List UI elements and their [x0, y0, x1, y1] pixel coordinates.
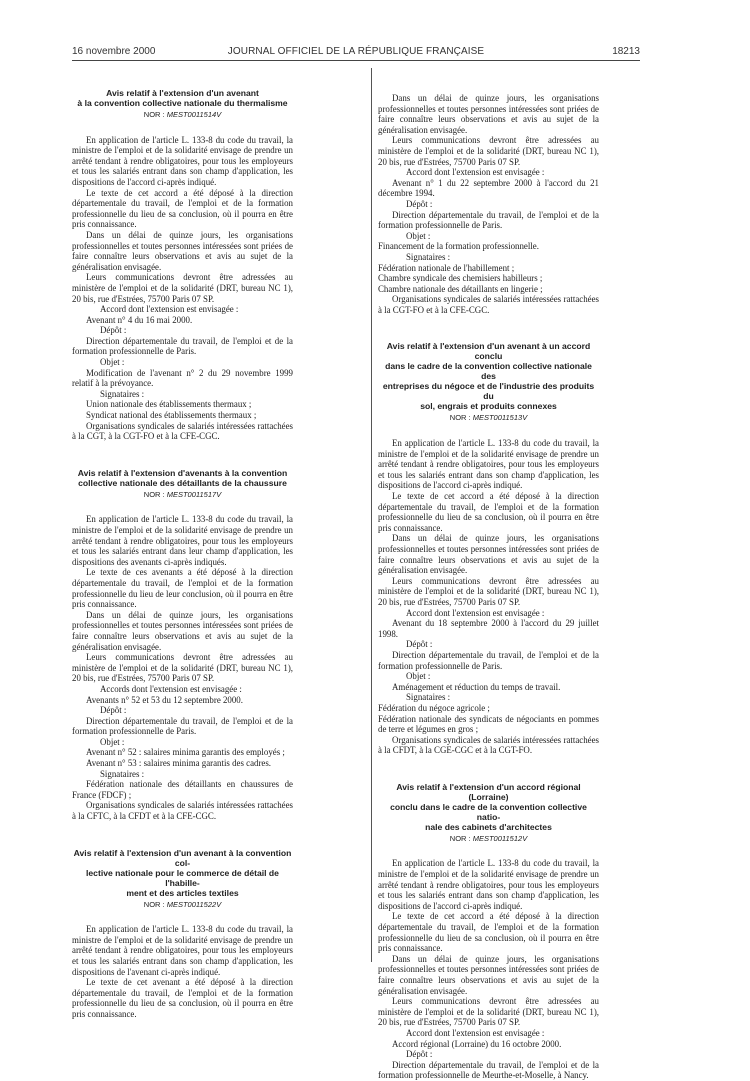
- field-label: Accord dont l'extension est envisagée :: [406, 167, 545, 178]
- notice-habillement: [72, 848, 293, 1020]
- nor-reference: NOR : MEST0011522V: [143, 899, 222, 909]
- field-value: Organisations syndicales de salariés intéressées rattachées à la CGT, à la CGT-FO et à la CFE-CGC.: [72, 420, 293, 442]
- field-label: Signataires :: [100, 388, 145, 399]
- right-column: [378, 93, 599, 1081]
- field-label: Dépôt :: [406, 1049, 433, 1060]
- field-label: Dépôt :: [100, 705, 127, 716]
- notice-title-line: Avis relatif à l'extension d'un avenant: [106, 88, 259, 98]
- page-header: [72, 46, 640, 60]
- field-value: Organisations syndicales de salariés intéressées rattachées à la CGT-FO et à la CFE-CGC.: [378, 294, 599, 315]
- paragraph: Le texte de cet accord a été déposé à la direction départementale du travail, de l'emploi et de la formation professionnelle du lieu de sa conclusion, où il pourra en être pris connaissance.: [378, 911, 599, 954]
- field-value: Modification de l'avenant n° 2 du 29 novembre 1999 relatif à la prévoyance.: [72, 367, 293, 389]
- notice-negoce-produits-sol: [378, 341, 599, 755]
- notice-title-line: Avis relatif à l'extension d'avenants à la convention: [77, 467, 288, 478]
- field-value: Organisations syndicales de salariés intéressées rattachées à la CFTC, à la CFDT et à la CFE-CGC.: [72, 800, 293, 822]
- notice-title-line: collective nationale des détaillants de la chaussure: [78, 477, 287, 488]
- field-value: Aménagement et réduction du temps de travail.: [392, 681, 561, 692]
- left-column: [72, 88, 293, 1020]
- field-value: Fédération nationale des syndicats de négociants en pommes de terre et légumes en gros ;: [378, 713, 599, 735]
- notice-title-line: Avis relatif à l'extension d'un avenant à un accord conclu: [386, 341, 591, 362]
- field-label: Signataires :: [406, 251, 451, 262]
- field-value: Accord régional (Lorraine) du 16 octobre 2000.: [392, 1038, 562, 1049]
- paragraph: Dans un délai de quinze jours, les organisations professionnelles et toutes personnes intéressées sont priées de faire connaître leurs observations et avis au sujet de la généralisation envisagée.: [378, 533, 599, 576]
- paragraph: Dans un délai de quinze jours, les organisations professionnelles et toutes personnes intéressées sont priées de faire connaître leurs observations et avis au sujet de la généralisation envisagée.: [72, 609, 293, 652]
- field-value: Organisations syndicales de salariés intéressées rattachées à la CFDT, à la CGE-CGC et à la CGT-FO.: [378, 734, 599, 756]
- paragraph: En application de l'article L. 133-8 du code du travail, la ministre de l'emploi et de la solidarité envisage de prendre un arrêté tendant à rendre obligatoires, pour tous les employeurs et tous les salariés entrant dans son champ d'application, les dispositions de l'accord ci-après indiqué.: [378, 858, 599, 911]
- paragraph: Le texte de cet avenant a été déposé à la direction départementale du travail, de l'emploi et de la formation professionnelle du lieu de sa conclusion, où il pourra en être pris connaissance.: [72, 977, 293, 1019]
- notice-thermalisme: [72, 88, 293, 442]
- paragraph: Le texte de cet accord a été déposé à la direction départementale du travail, de l'emploi et de la formation professionnelle du lieu de sa conclusion, où il pourra en être pris connaissance.: [72, 187, 293, 230]
- journal-title: JOURNAL OFFICIEL DE LA RÉPUBLIQUE FRANÇAISE: [227, 46, 485, 57]
- field-value: Direction départementale du travail, de l'emploi et de la formation professionnelle de Paris.: [378, 209, 599, 231]
- field-label: Accords dont l'extension est envisagée :: [100, 683, 242, 694]
- notice-habillement-continued: [378, 93, 599, 315]
- paragraph: Dans un délai de quinze jours, les organisations professionnelles et toutes personnes intéressées sont priées de faire connaître leurs observations et avis au sujet de la généralisation envisagée.: [378, 953, 599, 996]
- notice-title-line: nale des cabinets d'architectes: [425, 821, 552, 832]
- field-label: Dépôt :: [406, 198, 433, 209]
- notice-title-line: Avis relatif à l'extension d'un accord régional (Lorraine): [396, 781, 581, 802]
- field-label: Dépôt :: [406, 639, 433, 650]
- field-label: Accord dont l'extension est envisagée :: [100, 304, 239, 315]
- field-value: Avenant n° 52 : salaires minima garantis des employés ;: [86, 747, 285, 758]
- header-rule: [72, 60, 640, 61]
- field-value: Direction départementale du travail, de l'emploi et de la formation professionnelle de Paris.: [72, 715, 293, 737]
- notice-title-line: conclu dans le cadre de la convention collective natio-: [390, 801, 587, 822]
- notice-title-line: sol, engrais et produits connexes: [420, 401, 557, 412]
- paragraph: En application de l'article L. 133-8 du code du travail, la ministre de l'emploi et de la solidarité envisage de prendre un arrêté tendant à rendre obligatoires, pour tous les employeurs et tous les salariés entrant dans leur champ d'application, les dispositions des avenants ci-après indiqués.: [72, 514, 293, 567]
- notice-title-line: ment et des articles textiles: [126, 887, 239, 898]
- notice-title-line: lective nationale pour le commerce de détail de l'habille-: [86, 867, 279, 888]
- field-label: Objet :: [100, 357, 125, 368]
- field-value: Fédération nationale des détaillants en chaussures de France (FDCF) ;: [72, 779, 293, 800]
- paragraph: En application de l'article L. 133-8 du code du travail, la ministre de l'emploi et de la solidarité envisage de prendre un arrêté tendant à rendre obligatoires, pour tous les employeurs et tous les salariés entrant dans son champ d'application, les dispositions de l'accord ci-après indiqué.: [72, 134, 293, 187]
- field-label: Accord dont l'extension est envisagée :: [406, 607, 545, 618]
- field-value: Avenant n° 53 : salaires minima garantis des cadres.: [86, 758, 272, 769]
- paragraph: Leurs communications devront être adressées au ministère de l'emploi et de la solidarité (DRT, bureau NC 1), 20 bis, rue d'Estrées, 75700 Paris 07 SP.: [72, 272, 293, 304]
- notice-cabinets-architectes: [378, 782, 599, 1081]
- paragraph: Leurs communications devront être adressées au ministère de l'emploi et de la solidarité (DRT, bureau NC 1), 20 bis, rue d'Estrées, 75700 Paris 07 SP.: [378, 135, 599, 167]
- paragraph: Dans un délai de quinze jours, les organisations professionnelles et toutes personnes intéressées sont priées de faire connaître leurs observations et avis au sujet de la généralisation envisagée.: [72, 229, 293, 272]
- field-value: Avenant du 18 septembre 2000 à l'accord du 29 juillet 1998.: [378, 618, 599, 639]
- field-value: Union nationale des établissements thermaux ;: [86, 399, 252, 410]
- field-value: Avenant n° 4 du 16 mai 2000.: [86, 314, 193, 325]
- notice-title-line: entreprises du négoce et de l'industrie des produits du: [382, 381, 595, 402]
- notice-title-line: Avis relatif à l'extension d'un avenant à la convention col-: [73, 847, 292, 868]
- paragraph: Le texte de cet accord a été déposé à la direction départementale du travail, de l'emploi et de la formation professionnelle du lieu de sa conclusion, où il pourra en être pris connaissance.: [378, 491, 599, 533]
- nor-reference: NOR : MEST0011514V: [143, 110, 222, 119]
- field-value: Fédération nationale de l'habillement ;: [378, 262, 515, 273]
- paragraph: Leurs communications devront être adressées au ministère de l'emploi et de la solidarité (DRT, bureau NC 1), 20 bis, rue d'Estrées, 75700 Paris 07 SP.: [378, 575, 599, 607]
- field-value: Avenants n° 52 et 53 du 12 septembre 2000.: [86, 694, 243, 705]
- field-value: Direction départementale du travail, de l'emploi et de la formation professionnelle de Paris.: [72, 335, 293, 357]
- field-value: Direction départementale du travail, de l'emploi et de la formation professionnelle de Paris.: [378, 649, 599, 671]
- paragraph: Le texte de ces avenants a été déposé à la direction départementale du travail, de l'emploi et de la formation professionnelle du lieu de leur conclusion, où il pourra en être pris connaissance.: [72, 567, 293, 610]
- field-value: Syndicat national des établissements thermaux ;: [86, 410, 257, 421]
- paragraph: En application de l'article L. 133-8 du code du travail, la ministre de l'emploi et de la solidarité envisage de prendre un arrêté tendant à rendre obligatoires, pour tous les employeurs et tous les salariés entrant dans son champ d'application, les dispositions de l'avenant ci-après indiqué.: [72, 924, 293, 977]
- nor-reference: NOR : MEST0011513V: [449, 413, 528, 423]
- field-label: Objet :: [406, 230, 431, 241]
- paragraph: Leurs communications devront être adressées au ministère de l'emploi et de la solidarité (DRT, bureau NC 1), 20 bis, rue d'Estrées, 75700 Paris 07 SP.: [378, 996, 599, 1028]
- nor-reference: NOR : MEST0011512V: [449, 833, 528, 843]
- field-label: Signataires :: [100, 768, 145, 779]
- field-label: Signataires :: [406, 692, 451, 703]
- field-value: Chambre syndicale des chemisiers habilleurs ;: [378, 273, 543, 284]
- field-label: Accord dont l'extension est envisagée :: [406, 1027, 545, 1038]
- field-value: Financement de la formation professionnelle.: [378, 241, 539, 252]
- field-value: Direction départementale du travail, de l'emploi et de la formation professionnelle de Meurthe-et-Moselle, à Nancy.: [378, 1059, 599, 1081]
- page-number: 18213: [612, 46, 640, 57]
- field-value: Avenant n° 1 du 22 septembre 2000 à l'accord du 21 décembre 1994.: [378, 177, 599, 199]
- field-value: Fédération du négoce agricole ;: [378, 702, 490, 713]
- paragraph: En application de l'article L. 133-8 du code du travail, la ministre de l'emploi et de la solidarité envisage de prendre un arrêté tendant à rendre obligatoires, pour tous les employeurs et tous les salariés entrant dans son champ d'application, les dispositions de l'accord ci-après indiqué.: [378, 438, 599, 491]
- notice-chaussure: [72, 468, 293, 822]
- paragraph: Leurs communications devront être adressées au ministère de l'emploi et de la solidarité (DRT, bureau NC 1), 20 bis, rue d'Estrées, 75700 Paris 07 SP.: [72, 652, 293, 684]
- nor-reference: NOR : MEST0011517V: [143, 489, 222, 499]
- field-label: Objet :: [406, 671, 431, 682]
- notice-title-line: dans le cadre de la convention collective nationale des: [385, 361, 592, 382]
- column-separator: [371, 68, 372, 962]
- header-date: 16 novembre 2000: [72, 46, 156, 57]
- field-value: Chambre nationale des détaillants en lingerie ;: [378, 283, 543, 294]
- notice-title-line: à la convention collective nationale du thermalisme: [77, 98, 288, 108]
- field-label: Dépôt :: [100, 325, 127, 336]
- paragraph: Dans un délai de quinze jours, les organisations professionnelles et toutes personnes intéressées sont priées de faire connaître leurs observations et avis au sujet de la généralisation envisagée.: [378, 93, 599, 135]
- field-label: Objet :: [100, 736, 125, 747]
